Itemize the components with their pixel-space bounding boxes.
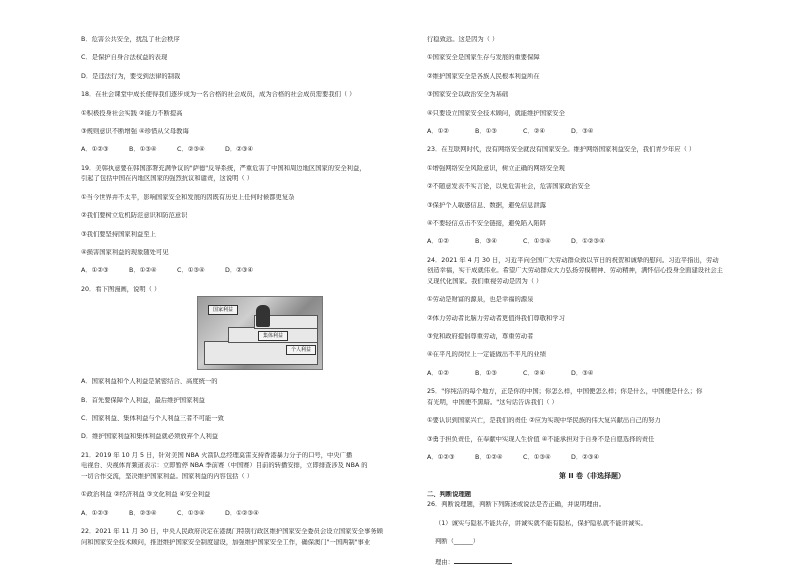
q24-stem-line3: 义现代化国家。我们重视劳动是因为（ ）	[427, 277, 543, 285]
q22-choice-a[interactable]: A．①②	[427, 127, 449, 135]
q18-choice-a[interactable]: A．①②③	[81, 146, 109, 154]
q23-choices	[427, 238, 757, 246]
q24-choice-d[interactable]: D．③④	[571, 369, 594, 377]
q17-option-c: C．是保护自身合法权益的表现	[81, 54, 168, 62]
binding-margin	[10, 30, 30, 530]
q26-judge-field[interactable]: 判断（______）	[435, 538, 480, 546]
q23-stem: 23．在互联网时代，没有网络安全就没有国家安全。维护网络国家利益安全，我们青少年应（ ）	[427, 146, 696, 154]
q19-item-4: ④损害国家利益的现象随处可见	[81, 248, 169, 256]
q24-item-1: ①劳动是财富的源泉，也是幸福的源泉	[427, 296, 534, 304]
q26-reason-blank[interactable]	[454, 557, 512, 564]
q20-option-c[interactable]: C．国家利益、集体利益与个人利益三者不可能一致	[81, 415, 224, 423]
q19-item-3: ③我们要坚持国家利益至上	[81, 230, 156, 238]
left-column	[81, 36, 413, 557]
q18-choice-c[interactable]: C．②③④	[177, 146, 205, 154]
q17-option-b: B．危害公共安全，扰乱了社会秩序	[81, 36, 180, 43]
q23-item-3: ③保护个人敏感信息、数据，避免信息泄露	[427, 201, 546, 209]
q19-choice-d[interactable]: D．②③④	[225, 267, 254, 275]
q23-choice-a[interactable]: A．①②	[427, 238, 449, 246]
q25-choice-c[interactable]: C．①③④	[523, 453, 551, 461]
q22-choice-c[interactable]: C．②④	[523, 127, 545, 135]
q26-reason-label: 理由：	[435, 558, 454, 565]
q24-choice-c[interactable]: C．②④	[523, 369, 545, 377]
q19-choice-c[interactable]: C．①③④	[177, 267, 205, 275]
q22-choice-b[interactable]: B．①③	[475, 127, 497, 135]
q21-choice-d[interactable]: D．①②③④	[225, 509, 259, 517]
q20-stem: 20．看下图漫画，说明（ ）	[81, 285, 161, 293]
q25-choice-a[interactable]: A．①②③	[427, 453, 455, 461]
q18-choices	[81, 146, 413, 154]
q19-choice-a[interactable]: A．①②③	[81, 267, 109, 275]
q18-items-line1: ①积极投身社会实践 ②能力不断提高	[81, 109, 183, 117]
q18-stem: 18．在社会课堂中成长使得我们逐步成为一名合格的社会成员，成为合格的社会成员需要我们（ ）	[81, 91, 356, 99]
sign-national: 国家利益	[208, 305, 238, 315]
q18-choice-d[interactable]: D．②③④	[225, 146, 254, 154]
q24-choice-a[interactable]: A．①②	[427, 369, 449, 377]
q23-item-2: ②不随意发表不实言论，以免危害社会，危害国家政治安全	[427, 183, 591, 191]
q25-items-line1: ①要认识到国家兴亡，是我们的责任 ②应为实现中华民族的伟大复兴献出自己的努力	[427, 417, 661, 425]
q26-sub1: （1）诚实与隐私不能共存，讲诚实就不能有隐私，保护隐私就不能讲诚实。	[435, 519, 647, 527]
q24-item-3: ③党和政府提倡尊重劳动，尊重劳动者	[427, 333, 534, 341]
q23-choice-b[interactable]: B．③④	[475, 238, 497, 246]
q19-item-1: ①当今世界并不太平，影响国家安全和发展的因既有历史上任何时候都更复杂	[81, 193, 295, 201]
q23-choice-d[interactable]: D．①②③④	[571, 238, 605, 246]
q22-item-1: ①国家安全是国家生存与发展的重要保障	[427, 54, 540, 62]
q25-choices	[427, 454, 757, 462]
q24-stem-line2: 创造幸福，实干成就伟业。希望广大劳动群众大力弘扬劳模精神、劳动精神，满怀信心投身全面建设社会主	[427, 267, 723, 275]
q23-item-4: ④不要轻信点击不安全链接，避免陷入陷阱	[427, 219, 546, 227]
q21-stem-line1: 21．2019 年 10 月 5 日，针对美国 NBA 火箭队总经理莫雷支持香港暴力分子的口号，中央广播	[81, 451, 353, 459]
q24-item-4: ④在平凡的岗位上一定能做出不平凡的业绩	[427, 351, 546, 359]
q24-choices	[427, 370, 757, 378]
q21-choices	[81, 510, 413, 518]
q24-item-2: ②体力劳动者比脑力劳动者更值得我们尊敬和学习	[427, 314, 565, 322]
cartoon-figure	[197, 296, 323, 370]
q23-choice-c[interactable]: C．①③④	[523, 238, 551, 246]
q19-stem-line1: 19．美韩执意要在韩国部署充满争议的"萨德"反导系统，严重危害了中国和周边地区国家的安全利益，	[81, 164, 366, 172]
q26-reason-row	[427, 557, 757, 565]
q20-option-d[interactable]: D．维护国家利益和集体利益就必须放弃个人利益	[81, 433, 219, 441]
q25-choice-d[interactable]: D．②③④	[571, 453, 600, 461]
q22-item-4: ④只要设立国家安全技术顾问，就能维护国家安全	[427, 109, 565, 117]
q22-item-2: ②维护国家安全是各族人民根本利益所在	[427, 72, 540, 80]
q21-choice-a[interactable]: A．①②③	[81, 509, 109, 517]
q22-item-3: ③国家安全以政治安全为基础	[427, 91, 509, 99]
q20-option-a[interactable]: A．国家利益和个人利益是紧密结合、高度统一的	[81, 378, 218, 386]
sign-individual: 个人利益	[286, 345, 316, 355]
right-column	[427, 36, 757, 575]
q24-choice-b[interactable]: B．①③	[475, 369, 497, 377]
q22-cont-stem: 行稳致远。这是因为（ ）	[427, 36, 499, 43]
q20-option-b[interactable]: B．首先要保障个人利益，最后维护国家利益	[81, 396, 205, 404]
q26-stem: 26．判断说理题，判断下列陈述或说法是否正确，并说明理由。	[427, 501, 606, 509]
q25-items-line2: ③勇于担负责任，在奉献中实现人生价值 ④不能承担对于自身不是自愿选择的责任	[427, 435, 655, 443]
q19-choices	[81, 267, 413, 275]
section-2-title: 第 II 卷（非选择题）	[558, 472, 626, 481]
q22-choices	[427, 128, 757, 136]
q21-choice-b[interactable]: B．②③④	[129, 509, 157, 517]
q19-item-2: ②我们要树立危机防范意识和防范意识	[81, 212, 188, 220]
q21-stem-line3: 一切合作交流，坚决维护国家利益。国家利益的内容包括（ ）	[81, 473, 254, 481]
q22-choice-d[interactable]: D．③④	[571, 127, 594, 135]
q25-choice-b[interactable]: B．①②④	[475, 453, 503, 461]
q25-stem-line1: 25．"你纯洁的每个地方，正是你的中国；你怎么样，中国便怎么样；你是什么，中国便是什么；你	[427, 388, 703, 396]
q21-stem-line2: 电视台、央视体育频道表示：立即暂停 NBA 季前赛（中国赛）目前的转播安排，立即排查涉及 NBA 的	[81, 462, 368, 470]
person-figure	[256, 305, 270, 327]
q21-choice-c[interactable]: C．①③④	[177, 509, 205, 517]
q22-stem-line2: 问和国家安全技术顾问，推进维护国家安全制度建设，加强维护国家安全工作，确保澳门"一国两制"事业	[81, 538, 371, 546]
part2-heading: 二、判断说理题	[427, 490, 472, 498]
q21-items: ①政治利益 ②经济利益 ③文化利益 ④安全利益	[81, 491, 211, 499]
q22-stem-line1: 22．2021 年 11 月 30 日，中央人民政府决定在港澳门特别行政区维护国家安全委员会设立国家安全事务顾	[81, 528, 383, 536]
q18-items-line2: ③规则意识不断增强 ④珍惜从父母教诲	[81, 127, 189, 135]
q23-item-1: ①增强网络安全风险意识，树立正确的网络安全观	[427, 164, 565, 172]
q18-choice-b[interactable]: B．①③④	[129, 146, 157, 154]
q19-choice-b[interactable]: B．①②④	[129, 267, 157, 275]
q19-stem-line2: 引起了包括中国在内地区国家的强烈抗议和谴责，这说明（ ）	[81, 175, 254, 183]
q17-option-d: D．是违法行为，要受到法律的制裁	[81, 72, 181, 80]
sign-collective: 集体利益	[258, 331, 288, 341]
q25-stem-line2: 有光明，中国便不黑暗。"这句话告诉我们（ ）	[427, 398, 558, 406]
q24-stem-line1: 24．2021 年 4 月 30 日，习近平向全国广大劳动群众致以节日的祝贺和诚挚的慰问。习近平指出，劳动	[427, 256, 719, 264]
